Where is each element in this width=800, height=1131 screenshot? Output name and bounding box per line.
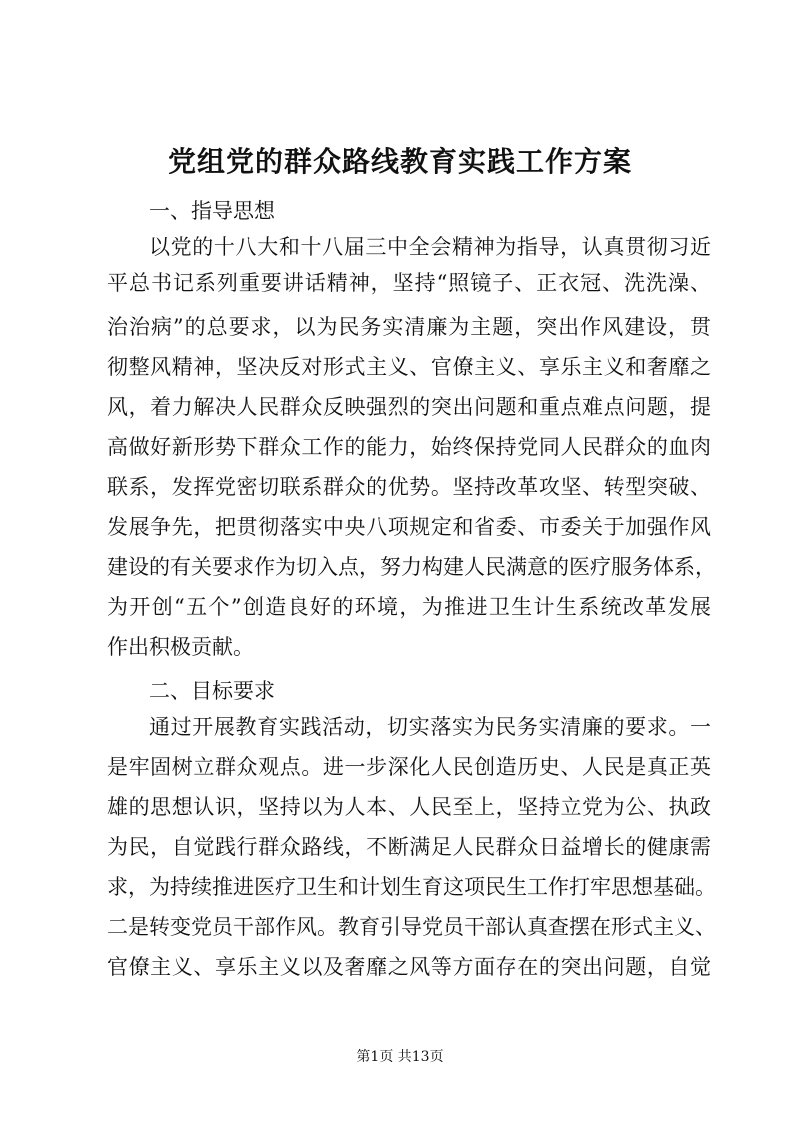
paragraph-line: 联系，发挥党密切联系群众的优势。坚持改革攻坚、转型突破、: [107, 475, 711, 499]
paragraph-line: 彻整风精神，坚决反对形式主义、官僚主义、享乐主义和奢靡之: [107, 355, 711, 379]
paragraph-line: 平总书记系列重要讲话精神，坚持“照镜子、正衣冠、洗洗澡、: [107, 271, 711, 295]
page-number-footer: 第1页 共13页: [356, 1049, 444, 1065]
paragraph-line: 风，着力解决人民群众反映强烈的突出问题和重点难点问题，提: [107, 395, 711, 419]
paragraph-line: 通过开展教育实践活动，切实落实为民务实清廉的要求。一: [149, 715, 711, 739]
section-heading: 一、指导思想: [149, 199, 275, 223]
paragraph-line: 官僚主义、享乐主义以及奢靡之风等方面存在的突出问题，自觉: [107, 955, 711, 979]
paragraph-line: 二是转变党员干部作风。教育引导党员干部认真查摆在形式主义、: [107, 915, 716, 939]
paragraph-line: 雄的思想认识，坚持以为人本、人民至上，坚持立党为公、执政: [107, 795, 711, 819]
section-heading: 二、目标要求: [149, 679, 275, 703]
paragraph-line: 作出积极贡献。: [107, 635, 254, 659]
paragraph-line: 为开创“五个”创造良好的环境，为推进卫生计生系统改革发展: [107, 595, 711, 619]
paragraph-line: 治治病”的总要求，以为民务实清廉为主题，突出作风建设，贯: [107, 315, 711, 339]
paragraph-line: 以党的十八大和十八届三中全会精神为指导，认真贯彻习近: [149, 235, 711, 259]
document-title: 党组党的群众路线教育实践工作方案: [167, 145, 632, 178]
paragraph-line: 发展争先，把贯彻落实中央八项规定和省委、市委关于加强作风: [107, 515, 711, 539]
paragraph-line: 建设的有关要求作为切入点，努力构建人民满意的医疗服务体系，: [107, 555, 716, 579]
paragraph-line: 为民，自觉践行群众路线，不断满足人民群众日益增长的健康需: [107, 835, 711, 859]
paragraph-line: 是牢固树立群众观点。进一步深化人民创造历史、人民是真正英: [107, 755, 711, 779]
paragraph-line: 求，为持续推进医疗卫生和计划生育这项民生工作打牢思想基础。: [107, 875, 716, 899]
paragraph-line: 高做好新形势下群众工作的能力，始终保持党同人民群众的血肉: [107, 435, 711, 459]
